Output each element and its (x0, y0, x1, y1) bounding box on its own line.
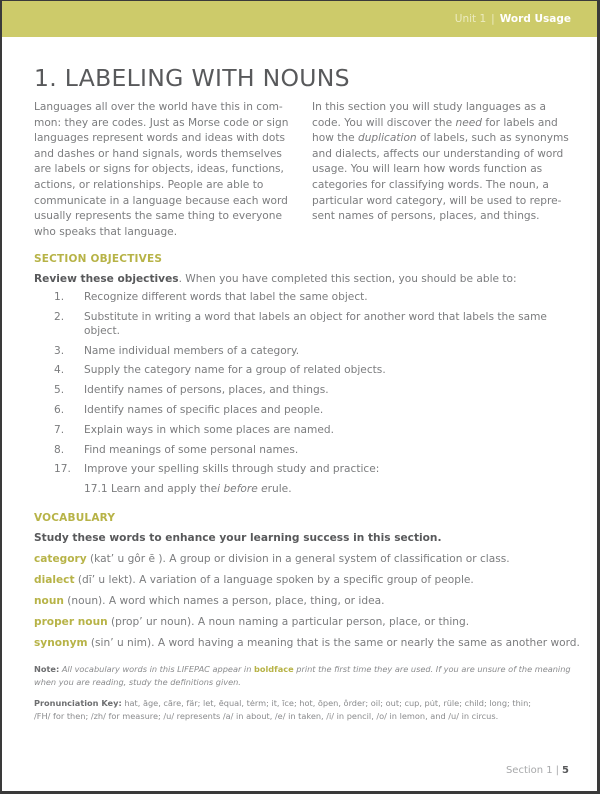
footer-section-label: Section 1 (505, 765, 553, 776)
objective-number: 3. (54, 344, 65, 357)
objective-item (34, 423, 574, 437)
intro-right-paragraph (312, 100, 570, 225)
objective-item (34, 443, 574, 457)
intro-emphasis: need (455, 116, 483, 129)
vocabulary-definition: (prop’ ur noun). A noun naming a particular person, place, or thing. (107, 616, 470, 628)
vocabulary-definition: (noun). A word which names a person, place, thing, or idea. (63, 595, 385, 607)
note-text: All vocabulary words in this LIFEPAC appear in (59, 664, 254, 674)
objective-number: 1. (54, 291, 65, 303)
objective-item (34, 344, 574, 358)
pronunciation-key (34, 697, 579, 722)
pronunciation-text: hat, āge, cãre, fär; let, ēqual, tėrm; it, īce; hot, ōpen, ôrder; oil; out; cup, pu̇t, rüle; child; long; thin; (121, 698, 532, 708)
vocabulary-lead (34, 532, 574, 544)
intro-text: of labels, such as synonyms and dialects, affects our understanding of word usage. You will learn how words function as categories for classifying words. The noun, a particular word category, will be used to repre-sent names of persons, places, and things. (312, 132, 569, 223)
vocabulary-list (34, 552, 579, 657)
objectives-lead-bold: Review these objectives (34, 273, 179, 285)
page-footer (506, 765, 569, 776)
objective-item (34, 363, 574, 377)
vocabulary-definition: (sin’ u nim). A word having a meaning that is the same or nearly the same as another word. (87, 637, 580, 649)
objective-text: Identify names of specific places and people. (84, 403, 324, 416)
unit-title: Word Usage (499, 13, 571, 25)
vocabulary-term: proper noun (34, 616, 108, 628)
page-title: 1. LABELING WITH NOUNS (34, 64, 350, 92)
objective-number: 8. (54, 443, 65, 456)
intro-section (34, 100, 574, 240)
sub-item-emphasis: i before e (217, 483, 268, 496)
vocabulary-entry (34, 636, 579, 650)
objective-number: 5. (54, 384, 65, 397)
objective-text: Substitute in writing a word that labels an object for another word that labels the same object. (84, 310, 547, 337)
objectives-lead-text: . When you have completed this section, you should be able to: (178, 273, 517, 285)
footer-separator: | (555, 765, 560, 776)
objective-text: Improve your spelling skills through study and practice: (84, 463, 380, 476)
objective-text: Identify names of persons, places, and things. (84, 384, 329, 397)
vocabulary-note (34, 663, 574, 688)
objective-item (34, 403, 574, 417)
vocabulary-term: dialect (34, 574, 75, 586)
objectives-list (34, 290, 574, 496)
section-objectives-heading: SECTION OBJECTIVES (34, 253, 163, 265)
intro-left-paragraph: Languages all over the world have this in com-mon: they are codes. Just as Morse code or sign languages represent words and ideas with dots and dashes or hand signals, words themselves are labels or signs for objects, ideas, functions, actions, or relationships. People are able to communicate in a language because each word usually represents the same thing to everyone who speaks that language. (34, 101, 289, 238)
objective-item (34, 310, 574, 338)
intro-emphasis: duplication (357, 132, 417, 145)
objective-number: 4. (54, 364, 65, 377)
vocabulary-lead-bold: Study these words to enhance your learning success in this section. (34, 532, 442, 544)
objective-number: 17. (54, 463, 71, 476)
objective-number: 7. (54, 423, 65, 436)
vocabulary-entry (34, 573, 579, 587)
objectives-lead (34, 273, 574, 285)
unit-label: Unit 1 (454, 13, 487, 25)
vocabulary-term: synonym (34, 637, 88, 649)
objective-text: Supply the category name for a group of related objects. (84, 364, 386, 377)
intro-left-column (34, 100, 292, 240)
vocabulary-entry (34, 615, 579, 629)
intro-text: for labels and how the (312, 116, 558, 145)
note-highlight: boldface (254, 664, 294, 674)
objective-item (34, 462, 574, 476)
pronunciation-text: /FH/ for then; /zh/ for measure; /u/ represents /a/ in about, /e/ in taken, /i/ in pencil, /o/ in lemon, and /u/ in circus. (34, 710, 499, 721)
pronunciation-line-2 (34, 710, 579, 723)
objective-text: Find meanings of some personal names. (84, 443, 299, 456)
note-label: Note: (34, 664, 60, 674)
vocabulary-entry (34, 552, 579, 566)
pronunciation-line-1 (34, 697, 579, 710)
vocabulary-term: category (34, 553, 87, 565)
page-number: 5 (562, 765, 569, 776)
vocabulary-heading: VOCABULARY (34, 512, 116, 524)
header-band (2, 1, 597, 37)
intro-right-column (312, 100, 570, 240)
intro-text: In this section you will study languages as a code. You will discover the (312, 101, 546, 129)
objective-text: Name individual members of a category. (84, 344, 300, 357)
sub-item-text: rule. (267, 483, 292, 496)
pronunciation-label: Pronunciation Key: (34, 698, 122, 708)
header-separator: | (491, 13, 495, 25)
note-text: print the first time they are used. If you are unsure of the meaning when you are reading, study the definitions given. (34, 664, 571, 687)
vocabulary-term: noun (34, 595, 64, 607)
objective-text: Recognize different words that label the same object. (84, 291, 368, 303)
objective-item (34, 290, 574, 304)
sub-item-text: 17.1 Learn and apply the (84, 483, 218, 496)
objective-number: 2. (54, 310, 65, 323)
objective-number: 6. (54, 403, 65, 416)
objective-item (34, 383, 574, 397)
objective-text: Explain ways in which some places are named. (84, 423, 334, 436)
vocabulary-definition: (kat’ u gôr ē ). A group or division in a general system of classification or class. (86, 553, 510, 565)
objective-sub-item (34, 482, 574, 496)
vocabulary-entry (34, 594, 579, 608)
vocabulary-definition: (dī’ u lekt). A variation of a language spoken by a specific group of people. (74, 574, 474, 586)
